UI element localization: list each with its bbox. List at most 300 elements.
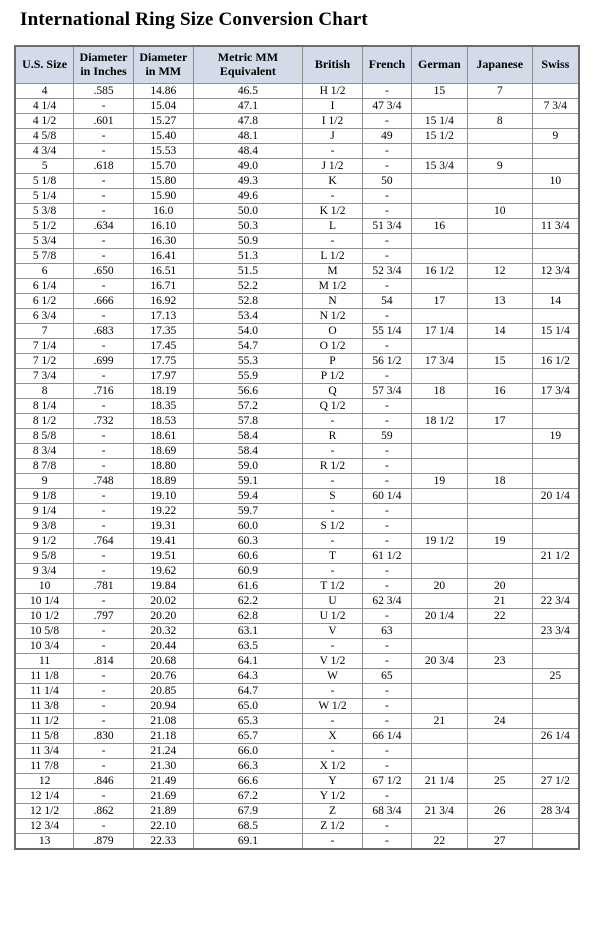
table-cell: 7 [15, 323, 74, 338]
table-cell: 9 3/4 [15, 563, 74, 578]
table-cell: S [303, 488, 363, 503]
table-cell: 17.45 [133, 338, 193, 353]
table-cell: K [303, 173, 363, 188]
table-cell: - [362, 158, 411, 173]
table-cell: 66 1/4 [362, 728, 411, 743]
table-cell: - [74, 488, 134, 503]
table-cell [467, 758, 532, 773]
table-cell [467, 338, 532, 353]
table-cell: 51.5 [193, 263, 302, 278]
table-cell [411, 488, 467, 503]
table-cell: 17.97 [133, 368, 193, 383]
table-cell: - [303, 413, 363, 428]
table-cell: 49 [362, 128, 411, 143]
table-cell: 18.80 [133, 458, 193, 473]
table-cell: 18.35 [133, 398, 193, 413]
table-cell: 52 3/4 [362, 263, 411, 278]
table-cell: 11 [15, 653, 74, 668]
table-cell: 6 1/4 [15, 278, 74, 293]
table-row [15, 623, 579, 638]
table-cell: .716 [74, 383, 134, 398]
table-cell: 57.8 [193, 413, 302, 428]
table-cell: 15.27 [133, 113, 193, 128]
table-cell: 25 [467, 773, 532, 788]
table-cell: 19.62 [133, 563, 193, 578]
table-cell [467, 428, 532, 443]
table-cell: Q [303, 383, 363, 398]
table-cell [532, 413, 579, 428]
table-cell: - [303, 443, 363, 458]
table-cell: 68 3/4 [362, 803, 411, 818]
table-cell: 10 [532, 173, 579, 188]
table-cell: 21 3/4 [411, 803, 467, 818]
table-cell: 16.92 [133, 293, 193, 308]
table-cell: H 1/2 [303, 83, 363, 98]
table-cell: 68.5 [193, 818, 302, 833]
table-cell: 20 1/4 [532, 488, 579, 503]
table-row [15, 713, 579, 728]
table-cell: 65.7 [193, 728, 302, 743]
table-cell: 19.22 [133, 503, 193, 518]
table-cell: X [303, 728, 363, 743]
table-cell [467, 233, 532, 248]
table-cell: 15.70 [133, 158, 193, 173]
table-cell: 62.8 [193, 608, 302, 623]
table-cell: - [362, 248, 411, 263]
table-cell: 60.9 [193, 563, 302, 578]
table-cell [532, 83, 579, 98]
table-cell: 5 1/4 [15, 188, 74, 203]
table-cell: 53.4 [193, 308, 302, 323]
table-cell: V [303, 623, 363, 638]
table-row [15, 698, 579, 713]
table-cell: K 1/2 [303, 203, 363, 218]
table-cell: N [303, 293, 363, 308]
table-cell: - [362, 818, 411, 833]
table-cell: 9 1/2 [15, 533, 74, 548]
table-cell: - [74, 428, 134, 443]
table-cell: 58.4 [193, 443, 302, 458]
table-cell: Y [303, 773, 363, 788]
table-cell: 9 [15, 473, 74, 488]
table-cell: 57.2 [193, 398, 302, 413]
table-cell: 19.41 [133, 533, 193, 548]
table-cell: - [74, 338, 134, 353]
table-cell: 21.89 [133, 803, 193, 818]
table-cell: 4 5/8 [15, 128, 74, 143]
table-cell: 69.1 [193, 833, 302, 849]
table-cell: - [74, 368, 134, 383]
table-cell: 12 3/4 [532, 263, 579, 278]
table-cell: - [74, 173, 134, 188]
table-cell [532, 443, 579, 458]
table-cell: 12 [15, 773, 74, 788]
table-cell: 47.1 [193, 98, 302, 113]
table-cell [532, 398, 579, 413]
table-cell [467, 548, 532, 563]
table-cell: 18.61 [133, 428, 193, 443]
table-cell: - [362, 113, 411, 128]
column-header: U.S. Size [15, 46, 74, 83]
table-cell: 64.7 [193, 683, 302, 698]
table-cell: - [303, 638, 363, 653]
table-cell: - [362, 758, 411, 773]
table-cell [467, 638, 532, 653]
table-cell: - [74, 698, 134, 713]
table-cell: 20.94 [133, 698, 193, 713]
table-cell: - [362, 608, 411, 623]
table-cell: 26 [467, 803, 532, 818]
table-cell [532, 278, 579, 293]
table-cell: 4 1/2 [15, 113, 74, 128]
table-cell: - [74, 743, 134, 758]
table-cell: 60.0 [193, 518, 302, 533]
table-row [15, 158, 579, 173]
table-cell: 15 1/4 [411, 113, 467, 128]
table-cell: 22.33 [133, 833, 193, 849]
table-cell: - [362, 413, 411, 428]
table-cell: 6 3/4 [15, 308, 74, 323]
table-cell: 21 [467, 593, 532, 608]
table-cell [411, 398, 467, 413]
table-cell: 11 1/8 [15, 668, 74, 683]
table-cell: 60.6 [193, 548, 302, 563]
table-cell: 20.68 [133, 653, 193, 668]
table-cell: 15.90 [133, 188, 193, 203]
table-cell [532, 158, 579, 173]
table-row [15, 638, 579, 653]
table-cell: 66.6 [193, 773, 302, 788]
table-row [15, 278, 579, 293]
table-row [15, 143, 579, 158]
table-cell [411, 518, 467, 533]
table-cell [467, 143, 532, 158]
table-cell: M 1/2 [303, 278, 363, 293]
table-cell: 5 3/8 [15, 203, 74, 218]
table-cell: 67.2 [193, 788, 302, 803]
table-row [15, 413, 579, 428]
table-cell: - [74, 143, 134, 158]
table-row [15, 833, 579, 849]
table-cell: 56.6 [193, 383, 302, 398]
table-cell: W 1/2 [303, 698, 363, 713]
table-cell: V 1/2 [303, 653, 363, 668]
table-cell [467, 488, 532, 503]
table-cell: 54.0 [193, 323, 302, 338]
table-header-row [15, 46, 579, 83]
table-cell [467, 518, 532, 533]
table-cell: 16 1/2 [411, 263, 467, 278]
table-cell: 49.0 [193, 158, 302, 173]
table-cell [532, 368, 579, 383]
table-row [15, 668, 579, 683]
table-cell [411, 743, 467, 758]
table-cell: 15 3/4 [411, 158, 467, 173]
table-cell [411, 683, 467, 698]
table-row [15, 218, 579, 233]
table-cell [411, 623, 467, 638]
table-cell: 16.71 [133, 278, 193, 293]
table-row [15, 533, 579, 548]
table-cell: 19 1/2 [411, 533, 467, 548]
table-cell [532, 338, 579, 353]
table-cell: 20.76 [133, 668, 193, 683]
table-cell: .814 [74, 653, 134, 668]
table-cell: 24 [467, 713, 532, 728]
table-cell: 8 5/8 [15, 428, 74, 443]
column-header: French [362, 46, 411, 83]
table-cell: 10 [15, 578, 74, 593]
table-cell: 59.1 [193, 473, 302, 488]
table-cell: 18.19 [133, 383, 193, 398]
table-cell: - [362, 143, 411, 158]
table-cell: 46.5 [193, 83, 302, 98]
table-cell: 63 [362, 623, 411, 638]
table-cell: - [303, 473, 363, 488]
table-row [15, 818, 579, 833]
table-cell: 54 [362, 293, 411, 308]
table-cell: 8 3/4 [15, 443, 74, 458]
table-cell: 8 1/2 [15, 413, 74, 428]
table-cell: 17.13 [133, 308, 193, 323]
table-cell: - [362, 788, 411, 803]
table-cell: 19.10 [133, 488, 193, 503]
table-cell: - [74, 518, 134, 533]
table-cell [467, 188, 532, 203]
table-cell: - [362, 233, 411, 248]
table-cell: .618 [74, 158, 134, 173]
table-cell: - [74, 683, 134, 698]
table-cell: 65.0 [193, 698, 302, 713]
table-cell: U 1/2 [303, 608, 363, 623]
table-cell: .797 [74, 608, 134, 623]
table-cell: 60.3 [193, 533, 302, 548]
table-cell: 5 1/8 [15, 173, 74, 188]
table-cell: .666 [74, 293, 134, 308]
table-cell: 22.10 [133, 818, 193, 833]
table-cell: 61.6 [193, 578, 302, 593]
table-cell: .732 [74, 413, 134, 428]
table-cell: T [303, 548, 363, 563]
table-row [15, 233, 579, 248]
table-cell: .830 [74, 728, 134, 743]
table-cell: 50.0 [193, 203, 302, 218]
table-cell: - [74, 203, 134, 218]
table-cell: 21.18 [133, 728, 193, 743]
table-cell: .601 [74, 113, 134, 128]
table-cell [467, 623, 532, 638]
table-cell: 56 1/2 [362, 353, 411, 368]
table-row [15, 563, 579, 578]
table-cell [411, 698, 467, 713]
table-cell: 11 3/4 [532, 218, 579, 233]
table-cell [411, 638, 467, 653]
table-cell: - [362, 398, 411, 413]
table-cell: 6 1/2 [15, 293, 74, 308]
table-cell [467, 563, 532, 578]
table-cell: 10 1/4 [15, 593, 74, 608]
table-cell: - [362, 533, 411, 548]
table-cell [467, 668, 532, 683]
table-cell [467, 218, 532, 233]
table-cell [532, 248, 579, 263]
table-cell: - [74, 443, 134, 458]
table-cell [532, 833, 579, 849]
table-cell: 12 [467, 263, 532, 278]
table-row [15, 443, 579, 458]
table-cell: 15.40 [133, 128, 193, 143]
table-cell: .683 [74, 323, 134, 338]
table-cell: - [362, 698, 411, 713]
table-row [15, 383, 579, 398]
table-cell: 27 [467, 833, 532, 849]
table-cell: 15 1/2 [411, 128, 467, 143]
table-cell: - [303, 743, 363, 758]
table-cell: - [362, 578, 411, 593]
table-cell: 67.9 [193, 803, 302, 818]
table-row [15, 758, 579, 773]
table-cell: - [303, 713, 363, 728]
table-cell: 20 [411, 578, 467, 593]
table-cell [411, 188, 467, 203]
table-cell: P [303, 353, 363, 368]
table-cell: 5 3/4 [15, 233, 74, 248]
table-cell: - [74, 818, 134, 833]
table-cell [532, 758, 579, 773]
table-row [15, 263, 579, 278]
table-cell: 10 [467, 203, 532, 218]
table-cell: 17 1/4 [411, 323, 467, 338]
table-cell: 15.80 [133, 173, 193, 188]
table-cell [532, 698, 579, 713]
table-cell: 13 [15, 833, 74, 849]
table-cell [411, 668, 467, 683]
table-cell: 9 [532, 128, 579, 143]
table-cell: - [74, 548, 134, 563]
table-cell: 20.85 [133, 683, 193, 698]
table-cell: - [303, 563, 363, 578]
table-cell: 11 3/4 [15, 743, 74, 758]
table-cell: 51.3 [193, 248, 302, 263]
table-cell: - [303, 188, 363, 203]
table-row [15, 113, 579, 128]
table-cell: 64.3 [193, 668, 302, 683]
table-cell: 50 [362, 173, 411, 188]
table-cell: 59.0 [193, 458, 302, 473]
table-cell: 7 [467, 83, 532, 98]
table-cell: 18 [467, 473, 532, 488]
table-cell [532, 533, 579, 548]
table-cell [467, 728, 532, 743]
table-cell: 12 1/4 [15, 788, 74, 803]
table-cell: R [303, 428, 363, 443]
table-cell: 52.2 [193, 278, 302, 293]
table-cell: 20.44 [133, 638, 193, 653]
table-cell: - [362, 683, 411, 698]
table-cell: 50.9 [193, 233, 302, 248]
table-cell: I [303, 98, 363, 113]
table-row [15, 203, 579, 218]
table-cell: 16.30 [133, 233, 193, 248]
table-cell: I 1/2 [303, 113, 363, 128]
column-header: Diameter in Inches [74, 46, 134, 83]
table-cell: 54.7 [193, 338, 302, 353]
table-cell [411, 428, 467, 443]
table-cell: 7 3/4 [15, 368, 74, 383]
table-cell [467, 443, 532, 458]
table-cell: 57 3/4 [362, 383, 411, 398]
table-row [15, 473, 579, 488]
table-cell: Z [303, 803, 363, 818]
table-cell: Z 1/2 [303, 818, 363, 833]
table-cell: N 1/2 [303, 308, 363, 323]
table-cell: 20 3/4 [411, 653, 467, 668]
table-cell: 20.20 [133, 608, 193, 623]
table-cell: - [74, 398, 134, 413]
table-cell: 6 [15, 263, 74, 278]
table-cell: 16 1/2 [532, 353, 579, 368]
table-row [15, 803, 579, 818]
table-cell [411, 758, 467, 773]
table-cell [411, 203, 467, 218]
table-cell [532, 608, 579, 623]
table-cell [467, 818, 532, 833]
table-cell: 16.51 [133, 263, 193, 278]
table-cell: - [303, 683, 363, 698]
table-cell [532, 578, 579, 593]
table-cell: 15.04 [133, 98, 193, 113]
table-cell [532, 188, 579, 203]
table-cell: 11 1/4 [15, 683, 74, 698]
table-cell: 19.51 [133, 548, 193, 563]
column-header: Metric MM Equivalent [193, 46, 302, 83]
table-cell: 19.84 [133, 578, 193, 593]
table-cell: 19 [532, 428, 579, 443]
table-cell: 59.7 [193, 503, 302, 518]
table-cell: - [303, 233, 363, 248]
table-row [15, 248, 579, 263]
table-cell: - [362, 503, 411, 518]
table-cell: 10 5/8 [15, 623, 74, 638]
table-row [15, 188, 579, 203]
table-cell: 23 [467, 653, 532, 668]
table-cell: 27 1/2 [532, 773, 579, 788]
table-cell: - [362, 653, 411, 668]
table-cell: .748 [74, 473, 134, 488]
table-cell: 63.5 [193, 638, 302, 653]
table-cell: 18.53 [133, 413, 193, 428]
table-cell: 12 1/2 [15, 803, 74, 818]
table-cell [532, 683, 579, 698]
table-cell [532, 233, 579, 248]
column-header: German [411, 46, 467, 83]
table-cell: 65.3 [193, 713, 302, 728]
table-cell: 28 3/4 [532, 803, 579, 818]
table-cell: 17.75 [133, 353, 193, 368]
table-cell [411, 368, 467, 383]
table-cell [411, 233, 467, 248]
table-cell [532, 143, 579, 158]
table-cell [411, 728, 467, 743]
table-row [15, 128, 579, 143]
table-cell: J 1/2 [303, 158, 363, 173]
table-cell: - [362, 563, 411, 578]
table-cell: 20.32 [133, 623, 193, 638]
table-row [15, 368, 579, 383]
table-cell [532, 518, 579, 533]
table-cell [411, 563, 467, 578]
column-header: Diameter in MM [133, 46, 193, 83]
